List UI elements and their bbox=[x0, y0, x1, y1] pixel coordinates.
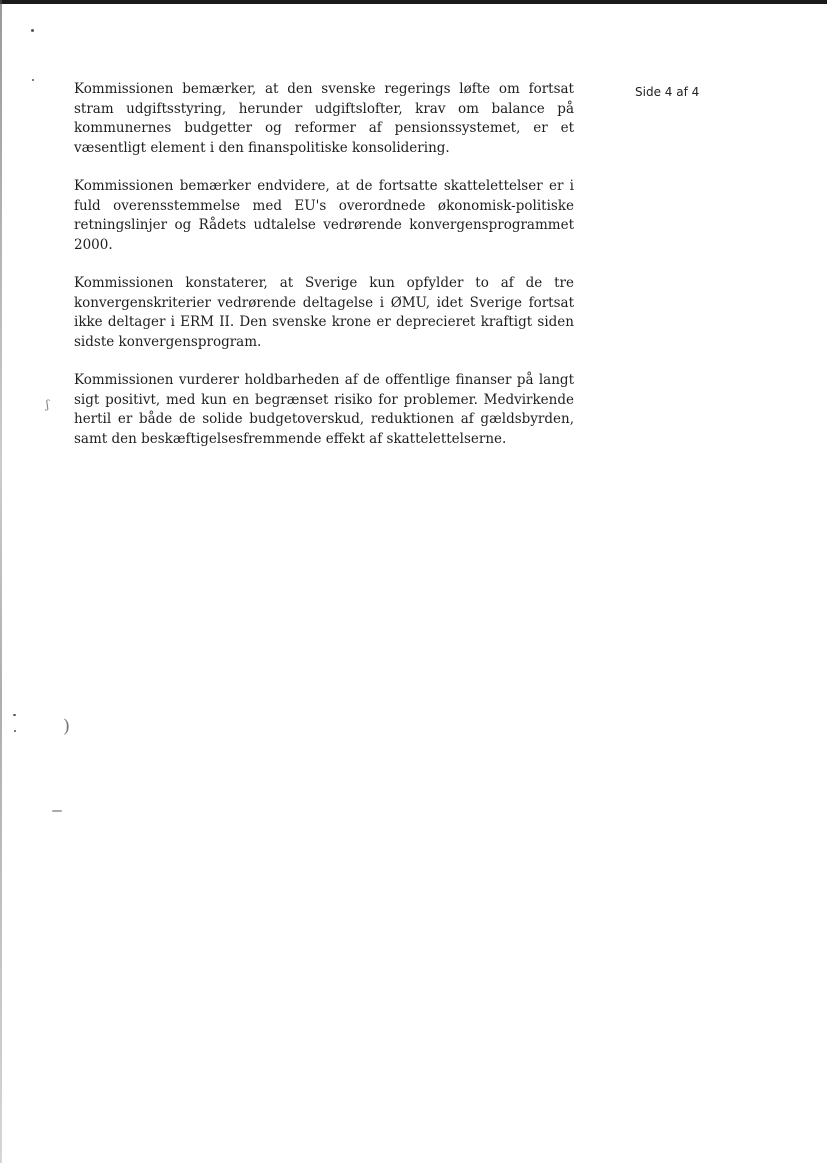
scan-mark: ʃ bbox=[46, 398, 49, 411]
scan-mark: ) bbox=[63, 716, 71, 737]
top-border-line bbox=[0, 0, 827, 4]
scan-speck bbox=[32, 79, 34, 81]
paragraph-convergence-criteria: Kommissionen konstaterer, at Sverige kun opfylder to af de tre konvergenskriterier vedrørende deltagelse i ØMU, idet Sverige fortsat ikke deltager i ERM II. Den svenske krone er deprecieret kraftigt siden sidste konvergensprogram. bbox=[74, 275, 574, 350]
paragraph-fiscal-policy: Kommissionen bemærker, at den svenske regerings løfte om fortsat stram udgiftsstyring, herunder udgiftslofter, krav om balance på kommunernes budgetter og reformer af pensionssystemet, er et væsentligt element i den finanspolitiske konsolidering. bbox=[74, 81, 574, 156]
page-number: Side 4 af 4 bbox=[635, 85, 700, 99]
document-body bbox=[74, 80, 574, 468]
scan-speck bbox=[13, 714, 16, 716]
scan-speck bbox=[52, 810, 62, 812]
scan-speck bbox=[14, 730, 16, 732]
paragraph-tax-cuts: Kommissionen bemærker endvidere, at de fortsatte skattelettelser er i fuld overensstemmelse med EU's overordnede økonomisk-politiske retningslinjer og Rådets udtalelse vedrørende konvergensprogrammet 2000. bbox=[74, 178, 574, 253]
scan-left-edge bbox=[0, 0, 2, 1163]
paragraph-sustainability: Kommissionen vurderer holdbarheden af de offentlige finanser på langt sigt positivt, med kun en begrænset risiko for problemer. Medvirkende hertil er både de solide budgetoverskud, reduktionen af gældsbyrden, samt den beskæftigelsesfremmende effekt af skattelettelserne. bbox=[74, 372, 574, 447]
scan-speck bbox=[31, 29, 34, 32]
